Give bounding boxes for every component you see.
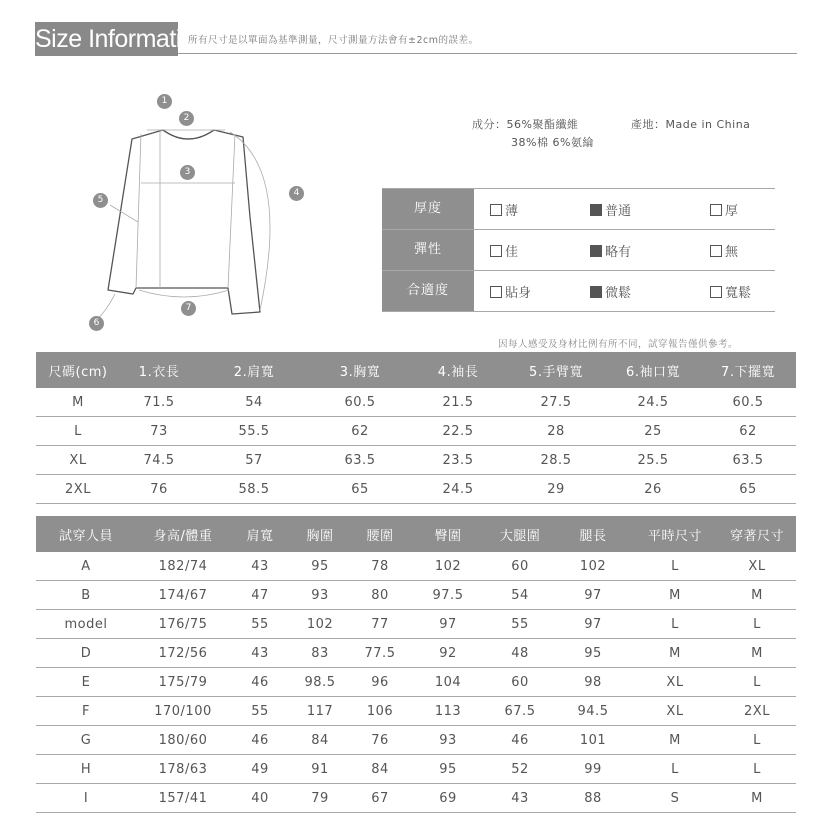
- table-cell: 62: [700, 417, 796, 446]
- column-header: 腰圍: [350, 516, 410, 552]
- fit-label: 厚度: [382, 189, 474, 229]
- callout-1: 1: [157, 94, 172, 109]
- size-table-body: [36, 388, 796, 504]
- column-header: 穿著尺寸: [718, 516, 796, 552]
- fit-box: [382, 188, 775, 312]
- table-row: [36, 668, 796, 697]
- callout-4: 4: [289, 186, 304, 201]
- table-cell: M: [718, 784, 796, 813]
- table-row: [36, 446, 796, 475]
- table-cell: 178/63: [136, 755, 230, 784]
- table-cell: I: [36, 784, 136, 813]
- fit-option-selected: 略有: [590, 241, 631, 260]
- table-cell: 43: [230, 552, 290, 581]
- table-row: [36, 552, 796, 581]
- table-cell: M: [632, 581, 718, 610]
- table-cell: 60.5: [310, 388, 410, 417]
- table-cell: 57: [198, 446, 310, 475]
- table-cell: 2XL: [36, 475, 120, 504]
- table-cell: 62: [310, 417, 410, 446]
- table-cell: 113: [410, 697, 486, 726]
- table-cell: 47: [230, 581, 290, 610]
- table-cell: 95: [554, 639, 632, 668]
- table-cell: 23.5: [410, 446, 506, 475]
- table-cell: 69: [410, 784, 486, 813]
- checkbox-icon: [710, 204, 722, 216]
- fit-option: 貼身: [490, 282, 531, 301]
- table-cell: 84: [290, 726, 350, 755]
- table-cell: 28.5: [506, 446, 606, 475]
- callout-2: 2: [179, 111, 194, 126]
- table-cell: L: [36, 417, 120, 446]
- fit-option-selected: 普通: [590, 200, 631, 219]
- column-header: 胸圍: [290, 516, 350, 552]
- table-cell: 67.5: [486, 697, 554, 726]
- fit-option: 佳: [490, 241, 518, 260]
- table-cell: 49: [230, 755, 290, 784]
- table-cell: 102: [290, 610, 350, 639]
- checkbox-checked-icon: [590, 204, 602, 216]
- column-header: 臀圍: [410, 516, 486, 552]
- table-cell: G: [36, 726, 136, 755]
- garment-diagram: [85, 90, 385, 335]
- fit-label: 彈性: [382, 230, 474, 270]
- table-row: [36, 475, 796, 504]
- table-cell: L: [632, 610, 718, 639]
- table-cell: 97.5: [410, 581, 486, 610]
- fit-row-elasticity: [382, 230, 775, 271]
- table-cell: 175/79: [136, 668, 230, 697]
- table-cell: 176/75: [136, 610, 230, 639]
- table-row: [36, 610, 796, 639]
- table-cell: 55.5: [198, 417, 310, 446]
- measurement-note: 所有尺寸是以單面為基準測量，尺寸測量方法會有±2cm的誤差。: [188, 35, 479, 46]
- column-header: 腿長: [554, 516, 632, 552]
- checkbox-icon: [490, 204, 502, 216]
- table-cell: 46: [230, 668, 290, 697]
- table-cell: L: [718, 610, 796, 639]
- table-cell: 78: [350, 552, 410, 581]
- table-cell: M: [36, 388, 120, 417]
- table-cell: 63.5: [310, 446, 410, 475]
- table-cell: 25: [606, 417, 700, 446]
- table-cell: 74.5: [120, 446, 198, 475]
- table-cell: 98: [554, 668, 632, 697]
- table-cell: 46: [230, 726, 290, 755]
- table-cell: 52: [486, 755, 554, 784]
- table-cell: 71.5: [120, 388, 198, 417]
- table-cell: 93: [290, 581, 350, 610]
- table-cell: 84: [350, 755, 410, 784]
- fit-row-fit: [382, 271, 775, 312]
- table-cell: M: [718, 639, 796, 668]
- table-row: [36, 784, 796, 813]
- fit-row-thickness: [382, 188, 775, 230]
- table-cell: F: [36, 697, 136, 726]
- table-cell: 65: [310, 475, 410, 504]
- table-row: [36, 697, 796, 726]
- checkbox-icon: [490, 245, 502, 257]
- checkbox-checked-icon: [590, 286, 602, 298]
- table-cell: 54: [486, 581, 554, 610]
- table-cell: 22.5: [410, 417, 506, 446]
- header-divider: [178, 53, 797, 54]
- fit-option-selected: 微鬆: [590, 282, 631, 301]
- column-header: 6.袖口寬: [606, 352, 700, 388]
- table-cell: 28: [506, 417, 606, 446]
- table-cell: D: [36, 639, 136, 668]
- table-cell: 46: [486, 726, 554, 755]
- table-cell: 98.5: [290, 668, 350, 697]
- table-cell: 48: [486, 639, 554, 668]
- table-cell: 94.5: [554, 697, 632, 726]
- table-cell: 97: [410, 610, 486, 639]
- table-cell: 27.5: [506, 388, 606, 417]
- table-cell: 96: [350, 668, 410, 697]
- table-cell: 97: [554, 610, 632, 639]
- table-cell: 174/67: [136, 581, 230, 610]
- table-row: [36, 581, 796, 610]
- table-cell: 182/74: [136, 552, 230, 581]
- fit-option: 寬鬆: [710, 282, 751, 301]
- table-cell: 40: [230, 784, 290, 813]
- column-header: 肩寬: [230, 516, 290, 552]
- table-cell: 79: [290, 784, 350, 813]
- column-header: 尺碼(cm): [36, 352, 120, 388]
- composition-line-2: 38%棉 6%氨綸: [511, 136, 594, 149]
- table-cell: 180/60: [136, 726, 230, 755]
- table-cell: L: [632, 552, 718, 581]
- table-cell: A: [36, 552, 136, 581]
- table-cell: L: [632, 755, 718, 784]
- table-cell: 95: [290, 552, 350, 581]
- column-header: 7.下擺寬: [700, 352, 796, 388]
- table-cell: 76: [120, 475, 198, 504]
- checkbox-checked-icon: [590, 245, 602, 257]
- table-cell: 25.5: [606, 446, 700, 475]
- table-cell: 54: [198, 388, 310, 417]
- table-cell: L: [718, 726, 796, 755]
- table-cell: E: [36, 668, 136, 697]
- callout-7: 7: [181, 301, 196, 316]
- table-cell: 97: [554, 581, 632, 610]
- table-row: [36, 639, 796, 668]
- table-cell: model: [36, 610, 136, 639]
- table-cell: 77: [350, 610, 410, 639]
- composition-line-1: 成分：56%聚酯纖維: [472, 118, 579, 131]
- table-cell: 101: [554, 726, 632, 755]
- size-table: [36, 352, 796, 504]
- garment-outline: [85, 90, 385, 335]
- table-cell: 60.5: [700, 388, 796, 417]
- column-header: 大腿圍: [486, 516, 554, 552]
- table-cell: 24.5: [606, 388, 700, 417]
- table-cell: 55: [486, 610, 554, 639]
- column-header: 身高/體重: [136, 516, 230, 552]
- table-cell: 43: [230, 639, 290, 668]
- table-cell: 170/100: [136, 697, 230, 726]
- table-cell: 104: [410, 668, 486, 697]
- column-header: 3.胸寬: [310, 352, 410, 388]
- table-cell: 55: [230, 697, 290, 726]
- callout-5: 5: [93, 193, 108, 208]
- table-cell: 106: [350, 697, 410, 726]
- disclaimer: 因每人感受及身材比例有所不同，試穿報告僅供參考。: [498, 339, 739, 350]
- checkbox-icon: [710, 286, 722, 298]
- table-row: [36, 417, 796, 446]
- table-cell: 26: [606, 475, 700, 504]
- checkbox-icon: [710, 245, 722, 257]
- table-cell: 92: [410, 639, 486, 668]
- table-cell: XL: [632, 697, 718, 726]
- fit-option: 薄: [490, 200, 518, 219]
- table-row: [36, 726, 796, 755]
- table-row: [36, 755, 796, 784]
- fit-table-header: [36, 516, 796, 552]
- table-cell: 73: [120, 417, 198, 446]
- table-cell: 91: [290, 755, 350, 784]
- table-cell: XL: [632, 668, 718, 697]
- column-header: 4.袖長: [410, 352, 506, 388]
- table-cell: 157/41: [136, 784, 230, 813]
- table-cell: 65: [700, 475, 796, 504]
- fit-option: 厚: [710, 200, 738, 219]
- table-cell: L: [718, 755, 796, 784]
- column-header: 2.肩寬: [198, 352, 310, 388]
- table-cell: M: [718, 581, 796, 610]
- page-title: Size Information: [35, 22, 178, 56]
- table-cell: 77.5: [350, 639, 410, 668]
- table-cell: B: [36, 581, 136, 610]
- table-cell: 102: [554, 552, 632, 581]
- table-cell: 60: [486, 668, 554, 697]
- table-cell: XL: [36, 446, 120, 475]
- table-cell: 55: [230, 610, 290, 639]
- table-cell: 24.5: [410, 475, 506, 504]
- table-cell: 117: [290, 697, 350, 726]
- table-cell: 93: [410, 726, 486, 755]
- table-cell: 88: [554, 784, 632, 813]
- table-cell: 58.5: [198, 475, 310, 504]
- table-cell: 80: [350, 581, 410, 610]
- column-header: 試穿人員: [36, 516, 136, 552]
- table-cell: 76: [350, 726, 410, 755]
- table-cell: S: [632, 784, 718, 813]
- table-cell: H: [36, 755, 136, 784]
- table-cell: 60: [486, 552, 554, 581]
- fit-option: 無: [710, 241, 738, 260]
- table-cell: 83: [290, 639, 350, 668]
- table-cell: 102: [410, 552, 486, 581]
- table-cell: 43: [486, 784, 554, 813]
- callout-3: 3: [180, 165, 195, 180]
- checkbox-icon: [490, 286, 502, 298]
- table-cell: M: [632, 639, 718, 668]
- table-cell: XL: [718, 552, 796, 581]
- table-cell: 63.5: [700, 446, 796, 475]
- table-cell: L: [718, 668, 796, 697]
- table-cell: 172/56: [136, 639, 230, 668]
- origin: 產地：Made in China: [631, 118, 751, 131]
- size-table-header: [36, 352, 796, 388]
- table-cell: 99: [554, 755, 632, 784]
- table-cell: 21.5: [410, 388, 506, 417]
- fit-table-body: [36, 552, 796, 813]
- column-header: 平時尺寸: [632, 516, 718, 552]
- callout-6: 6: [89, 316, 104, 331]
- table-cell: 29: [506, 475, 606, 504]
- table-cell: M: [632, 726, 718, 755]
- table-cell: 2XL: [718, 697, 796, 726]
- table-row: [36, 388, 796, 417]
- fit-report-table: [36, 516, 796, 813]
- table-cell: 95: [410, 755, 486, 784]
- fit-label: 合適度: [382, 271, 474, 311]
- table-cell: 67: [350, 784, 410, 813]
- column-header: 5.手臂寬: [506, 352, 606, 388]
- column-header: 1.衣長: [120, 352, 198, 388]
